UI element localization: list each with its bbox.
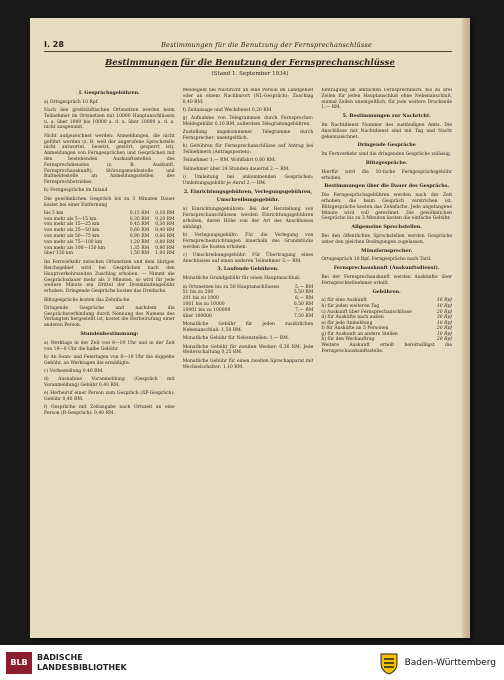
paragraph: a) Werktags in der Zeit von 8—19 Uhr und in der Zeit von 19—8 Uhr die halbe Gebühr. [44, 340, 175, 352]
paragraph: Eintragung im amtlichen Fernsprechbuch: bis zu drei Zeilen für jeden Hauptanschluß ohne Nebenanschluß, einmal Zeilen unentgeltlich, für jede weitere Druckzeile 1,— RM. [321, 88, 453, 111]
paragraph: Teilnehmer über 24 Stunden dauernd 2,— RM. [182, 166, 290, 172]
distance-tariff-table [44, 211, 175, 257]
fee-zone: 10001 bis zu 100000 [182, 307, 231, 313]
paragraph: Die Ferngesprächsgebühren werden nach der Zeit erhoben, die beim Gespräch verstrichen ist. Blitzgespräche kosten das Zehnfache. Jede angefangene Minute wird voll gerechnet. Die gewöhnlichen Gespräche bis zu 3 Minuten kosten die einfache Gebühr. [321, 193, 453, 222]
tariff-zone: über 150 km [44, 251, 74, 257]
paragraph: Dringende Gespräche und nachdem die Gesprächsverbindung durch Nennung des Namens des Verlangten hergestellt ist, kostet die Herbeirufung einer anderen Person. [44, 305, 175, 329]
fee-label: e) für jede Anmeldung [321, 320, 373, 326]
tariff-day: 0,45 RM [129, 222, 150, 228]
fee-value: 30 Rpf [436, 315, 453, 321]
tariff-zone: von mehr als 15—25 km [44, 222, 100, 228]
paragraph: Monatliche Gebühr für Nebenstellen: 1,— RM. [182, 336, 290, 342]
library-name-line-2: LANDESBIBLIOTHEK [37, 662, 127, 672]
section-heading: Bestimmungen über die Dauer des Gesprächs. [324, 183, 450, 190]
paragraph: a) Ortsgespräch 10 Rpf. [44, 99, 99, 105]
fee-value: 10 Rpf [436, 303, 453, 309]
paragraph: Monatliche Gebühr für jeden zusätzlichen Nebenanschluß: 1,50 RM. [182, 322, 314, 334]
base-fee-table [183, 285, 314, 320]
column-1 [44, 88, 175, 632]
paragraph: Bei der Fernsprechauskunft werden Auskünfte über Fernsprechteilnehmer erteilt. [321, 274, 453, 286]
section-heading: Münzfernsprecher. [361, 247, 413, 254]
title-block [30, 58, 470, 77]
fee-label: d) für Ausküfte nach außen [321, 315, 384, 321]
paragraph: Im Fernverkehr zwischen Ortsnetzen und dem übrigen Reichsgebiet wird bei Gesprächen nach den Hauptverkehrszeiten Zuschlag erhoben. — Nimmt die Gesprächsdauer mehr als 3 Minuten, so wird für jede weitere Minute ein Drittel der Dreiminutengebühr erhoben. Dringende Gespräche kosten das Dreifache. [44, 260, 175, 295]
document-title: Bestimmungen für die Benutzung der Fernsprechanschlüsse [105, 58, 395, 68]
paragraph: b) Ferngespräche im Inland [44, 188, 108, 194]
paragraph: Blitzgespräche kosten das Zehnfache. [44, 297, 131, 303]
column-3 [321, 88, 452, 632]
fee-zone: über 100000 [182, 313, 212, 319]
paragraph: Meldegeld bei Nachricht an eine Person im Landgebiet oder an einem Nachbarort (NL-Gespräch): Zuschlag 0,40 RM. [182, 88, 314, 105]
blb-logo[interactable]: BLB [6, 652, 32, 674]
tariff-night: 0,20 RM [155, 216, 175, 222]
document-subtitle: (Stand 1. September 1934) [211, 71, 289, 77]
tariff-night: 1,00 RM [155, 251, 175, 257]
tariff-zone: bis 5 km [44, 210, 64, 216]
fee-value: 7,— RM [295, 307, 314, 313]
section-heading: Stundenbestimmung: [80, 330, 139, 337]
fee-value: 6,50 RM [293, 301, 314, 307]
tariff-zone: von mehr als 75—100 km [44, 239, 103, 245]
information-fee-table [321, 298, 452, 343]
section-heading: 2. Einrichtungsgebühren, Verlegungsgebühren, [183, 188, 313, 195]
fee-value: 20 Rpf [436, 337, 453, 343]
paragraph: Teilnehmer 1,— RM. Wohlfahrt 0,60 RM. [182, 158, 276, 164]
fee-label: h) für den Weckauftrag [321, 337, 375, 343]
paragraph: Monatliche Gebühr für zweiten Wecker: 0,30 RM. Jede Weiterschaltung 0,25 RM. [182, 344, 314, 356]
tariff-zone: von mehr als 25—50 km [44, 228, 100, 234]
fee-value: 20 Rpf [436, 309, 453, 315]
page-edge [462, 18, 470, 638]
tariff-night: 0,30 RM [155, 222, 175, 228]
text-columns [44, 88, 452, 632]
fee-zone: 201 bis zu 1000 [182, 296, 219, 302]
tariff-day: 1,20 RM [129, 239, 150, 245]
fee-zone: 51 bis zu 200 [182, 290, 214, 296]
paragraph: i) Umleitung bei ankommenden Gesprächen: Umleitungsgebühr je Anruf 2,— RM. [182, 175, 314, 186]
paragraph: Weitere Auskunft erteilt bereitwilligst die Fernsprechauskunftsstelle. [321, 343, 453, 354]
fee-value: 6,— RM [295, 296, 314, 302]
tariff-night: 0,80 RM [155, 239, 175, 245]
section-heading: Gebühren. [372, 288, 401, 295]
paragraph: c) Vorbestellung 0,40 RM. [44, 368, 104, 374]
state-name: Baden-Württemberg [404, 657, 496, 668]
tariff-day: 1,50 RM [129, 251, 150, 257]
fee-value: 5,50 RM [293, 290, 314, 296]
section-heading: 3. Laufende Gebühren. [217, 266, 279, 273]
library-name-line-1: BADISCHE [37, 652, 83, 662]
paragraph: Nicht aufgezeichnet werden: Anmeldungen, die nicht geführt werden (z. B. weil der angerufene Sprechstelle nicht antwortet, besetzt, gestört, gesperrt ist), Anmeldungen von Ferngesprächen und Gesprächen mit den bestehenden Auskunftsstellen des Fernsprechdienstes (z. B. Auskunft, Fernsprechauskunft), Störungsmeldestelle und Rufmeldestelle an Anmeldungsstellen des Fernsprechbetriebes. [44, 133, 175, 186]
fee-zone: 1001 bis zu 10000 [182, 301, 225, 307]
paragraph: Monatliche Grundgebühr für einen Hauptanschluß: [182, 276, 301, 282]
state-branding[interactable] [378, 651, 496, 675]
fee-label: f) für Ausküfte an 5 Personen [321, 326, 389, 332]
paragraph: Zustellung angekommener Telegramme durch Fernsprecher: unentgeltlich. [182, 130, 314, 142]
paragraph: Monatliche Gebühr für einen zweiten Sprechapparat mit Wechselschalter: 1,10 RM. [182, 358, 314, 370]
footer-bar [0, 645, 504, 680]
section-heading: Dringende Gespräche [357, 142, 416, 149]
paragraph: Nach den großstädtischen Ortsnetzen werden beim Teilnehmer im Ortsnetzen mit 10000 Hauptanschlüssen u. a. über 1000 bis 10000 a. d. a. über 10000 a. d. a. nicht ausgenutzt. [44, 108, 175, 131]
section-heading: 5. Bestimmungen zur Nachricht. [342, 113, 431, 120]
tariff-night: 0,60 RM [155, 234, 175, 240]
page-header [44, 38, 452, 52]
paragraph: Bei den öffentlichen Sprechstellen werden Gespräche unter den gleichen Bedingungen zugelassen. [321, 233, 453, 245]
paragraph: Die gewöhnlichen Gespräch bis zu 3 Minuten Dauer kostet bei einer Entfernung [44, 196, 175, 208]
table-row [44, 251, 175, 257]
section-subheading: Umschreibungsgebühr. [216, 197, 280, 204]
tariff-night: 0,90 RM [155, 245, 175, 251]
paragraph: a) Einrichtungsgebühren: Bei der Herstellung von Fernsprechanschlüssen werden Einrichtungsgebühren erhoben, deren Höhe von der Art des Anschlusses abhängt. [182, 207, 314, 230]
fee-label: g) für Auskunft an andere Stellen [321, 331, 398, 337]
fee-value: 10 Rpf [436, 320, 453, 326]
fee-value: 20 Rpf [436, 326, 453, 332]
fee-value: 10 Rpf [436, 298, 453, 304]
paragraph: f) Gespräche mit Zeitangabe nach Ortszeit an eine Person (R-Gespräch): 0,40 RM. [44, 405, 175, 417]
paragraph: Im Nachtdienst Nummer des zuständigen Amts. Die Anschlüsse mit Nachtdienst sind mit Tag und Nacht gekennzeichnet. [321, 122, 453, 140]
fee-zone: in Ortsnetzen bis zu 50 Hauptanschlüssen [182, 284, 280, 290]
section-heading: I. Gesprächsgebühren. [78, 90, 140, 96]
tariff-day: 0,15 RM [129, 210, 150, 216]
fee-label: a) für eine Auskunft [321, 298, 367, 304]
tariff-day: 1,35 RM [129, 245, 150, 251]
table-row [183, 314, 314, 320]
tariff-zone: von mehr als 100—150 km [44, 245, 105, 251]
scanned-page [30, 18, 470, 638]
tariff-zone: von mehr als 50—75 km [44, 234, 100, 240]
paragraph: Ortsgespräch 10 Rpf. Ferngespräche nach Tarif. [321, 257, 432, 263]
running-head: Bestimmungen für die Benutzung der Fernsprechanschlüsse [161, 41, 372, 49]
tariff-zone: von mehr als 5—15 km [44, 216, 97, 222]
fee-value: 5,— RM [295, 284, 314, 290]
fee-label: b) für jeden weiteren Tag [321, 303, 380, 309]
tariff-day: 0,90 RM [129, 234, 150, 240]
section-heading: Fernsprechauskunft (Auskunftsdienst). [333, 265, 440, 272]
tariff-day: 0,30 RM [129, 216, 150, 222]
page-number: I. 28 [44, 40, 64, 49]
paragraph: g) Aufnahme von Telegrammen durch Fernsprecher: Meldegebühr 0,10 RM, außerdem Telegrammgebühren. [182, 116, 314, 127]
paragraph: c) Umschreibungsgebühr: Für Übertragung eines Anschlusses auf einen anderen Teilnehmer 3,— RM. [182, 252, 314, 264]
fee-value: 7,50 RM [293, 313, 314, 319]
tariff-night: 0,40 RM [155, 228, 175, 234]
coat-of-arms-icon [378, 651, 400, 675]
paragraph: h) Gebühren für Fernsprechanschlüsse auf Antrag bei Teilnehmern (Antragsposten): [182, 144, 314, 156]
paragraph: d) Ausnahme Voranmeldung (Gespräch mit Voranmeldung) Gebühr 0,40 RM. [44, 377, 175, 389]
section-heading: Blitzgespräche. [365, 159, 408, 166]
tariff-day: 0,60 RM [129, 228, 150, 234]
paragraph: b) An Sonn- und Feiertagen von 8—19 Uhr die doppelte Gebühr, an Werktagen die ermäßigte. [44, 354, 175, 366]
section-heading: Allgemeine Sprechstellen. [351, 224, 422, 231]
paragraph: e) Herbeiruf einer Person zum Gespräch (XP-Gespräch): Gebühr 0,40 RM. [44, 391, 175, 403]
paragraph: Im Fernverkehr sind die dringenden Gespräche zulässig. [321, 152, 452, 158]
paragraph: f) Zeitansage und Weckdienst 0,20 RM. [182, 107, 273, 113]
library-name[interactable] [37, 653, 127, 673]
tariff-night: 0,10 RM [155, 210, 175, 216]
paragraph: b) Verlegungsgebühr: Für die Verlegung von Fernsprecheinrichtungen innerhalb des Grundstücks werden die Kosten erhoben. [182, 232, 314, 250]
column-2 [183, 88, 314, 632]
fee-value: 10 Rpf [436, 331, 453, 337]
fee-label: c) Auskunft über Fernsprechanschlüsse [321, 309, 412, 315]
paragraph: Hierfür wird die 10-fache Ferngesprächsgebühr erhoben. [321, 169, 453, 181]
